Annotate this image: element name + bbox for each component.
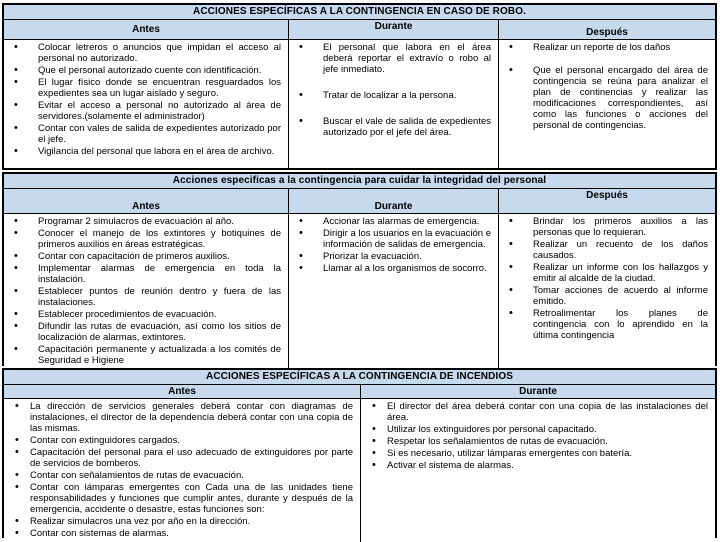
- header-cell-durante: Durante: [519, 386, 557, 397]
- integridad-durante-cell: [289, 214, 499, 381]
- list-item: • Accionar las alarmas de emergencia.: [289, 216, 498, 227]
- list-item: • Dirigir a los usuarios en la evacuación e información de salidas de emergencia.: [289, 228, 498, 250]
- list-item: • Contar con vales de salida de expedientes autorizado por el jefe.: [4, 123, 288, 145]
- list-item: • Contar con sistemas de alarmas.: [4, 528, 360, 539]
- list-item: • El lugar físico donde se encuentran resguardados los expedientes sea un lugar aislado y seguro.: [4, 77, 288, 99]
- list-item: • Establecer procedimientos de evacuación.: [4, 309, 288, 320]
- header-cell-antes: Antes: [4, 385, 361, 398]
- list-item: • Que el personal autorizado cuente con identificación.: [4, 65, 288, 76]
- list-item: • Capacitación del personal para el uso adecuado de extinguidores por parte de servicios de bomberos.: [4, 447, 360, 469]
- integridad-despues-cell: [499, 214, 715, 381]
- list-item: • Buscar el vale de salida de expedientes autorizado por el jefe del área.: [289, 116, 498, 138]
- table-integridad-header-row: [4, 189, 715, 214]
- list-item: • Conocer el manejo de los extintores y botiquines de primeros auxilios en áreas estratégicas.: [4, 228, 288, 250]
- table-robo: [2, 3, 717, 170]
- list-item: • Tomar acciones de acuerdo al informe emitido.: [499, 285, 715, 307]
- robo-despues-list: [499, 42, 715, 131]
- robo-antes-cell: [4, 40, 289, 168]
- table-robo-body: [4, 40, 715, 168]
- list-item: • El director del área deberá contar con una copia de las instalaciones del área.: [361, 401, 715, 423]
- list-item: • Contar con señalamientos de rutas de evacuación.: [4, 470, 360, 481]
- header-cell-antes: Antes: [4, 189, 289, 213]
- list-item: • Activar el sistema de alarmas.: [361, 460, 715, 471]
- list-item: • Respetar los señalamientos de rutas de evacuación.: [361, 436, 715, 447]
- list-item: • Brindar los primeros auxilios a las personas que lo requieran.: [499, 216, 715, 238]
- list-item: • Que el personal encargado del área de contingencia se reúna para analizar el plan de continencias y realizar las modificaciones correspondientes, así como las funciones o acciones del personal de contingencias.: [499, 65, 715, 131]
- header-cell-durante: Durante: [289, 189, 499, 213]
- integridad-despues-list: [499, 216, 715, 341]
- table-robo-header-row: [4, 20, 715, 40]
- integridad-antes-list: [4, 216, 288, 378]
- integridad-antes-cell: [4, 214, 289, 381]
- robo-antes-list: [4, 42, 288, 157]
- table-integridad: [2, 172, 717, 366]
- list-item: • Contar con capacitación de primeros auxilios.: [4, 251, 288, 262]
- list-item: • Utilizar los extinguidores por personal capacitado.: [361, 424, 715, 435]
- list-item: • Evitar el acceso a personal no autorizado al área de servidores.(solamente el administrador): [4, 100, 288, 122]
- list-item: • Implementar alarmas de emergencia en toda la instalación.: [4, 263, 288, 285]
- list-item: • Colocar letreros o anuncios que impidan el acceso al personal no autorizado.: [4, 42, 288, 64]
- incendios-antes-list: [4, 401, 360, 539]
- integridad-durante-list: [289, 216, 498, 274]
- incendios-durante-list: [361, 401, 715, 471]
- list-item: • Retroalimentar los planes de contingencia con lo aprendido en la última contingencia: [499, 308, 715, 341]
- list-item: • Programar 2 simulacros de evacuación al año.: [4, 216, 288, 227]
- list-item: • Si es necesario, utilizar lámparas emergentes con batería.: [361, 448, 715, 459]
- list-item: • Contar con lámparas emergentes con Cada una de las unidades tiene responsabilidades y funciones que cumplir antes, durante y después de la emergencia, accidente o desastre, estas funciones son:: [4, 482, 360, 515]
- incendios-antes-cell: [4, 399, 361, 542]
- robo-despues-cell: [499, 40, 715, 168]
- list-item: • Realizar un reporte de los daños: [499, 42, 715, 53]
- incendios-durante-cell: [361, 399, 715, 542]
- list-item: • Capacitación permanente y actualizada a los comités de Seguridad e Higiene: [4, 344, 288, 366]
- list-item: • Realizar un informe con los hallazgos y emitir al alcalde de la ciudad.: [499, 262, 715, 284]
- table-incendios-header-row: [4, 385, 715, 399]
- table-robo-title: ACCIONES ESPECÍFICAS A LA CONTINGENCIA EN CASO DE ROBO.: [4, 5, 715, 20]
- table-integridad-body: [4, 214, 715, 381]
- header-cell-despues: Después: [586, 190, 628, 201]
- table-incendios: [2, 368, 717, 538]
- list-item: • Difundir las rutas de evacuación, así como los sitios de localización de alarmas, extintores.: [4, 321, 288, 343]
- table-incendios-body: [4, 399, 715, 542]
- robo-durante-cell: [289, 40, 499, 168]
- list-item: • Tratar de localizar a la persona.: [289, 90, 498, 101]
- header-cell-antes: Antes: [4, 20, 289, 39]
- list-item: • Establecer puntos de reunión dentro y fuera de las instalaciones.: [4, 286, 288, 308]
- list-item: • El personal que labora en el área deberá reportar el extravío o robo al jefe inmediato.: [289, 42, 498, 75]
- table-incendios-title: ACCIONES ESPECÍFICAS A LA CONTINGENCIA DE INCENDIOS: [4, 370, 715, 385]
- list-item: • Realizar un recuento de los daños causados.: [499, 239, 715, 261]
- list-item: • Contar con extinguidores cargados.: [4, 435, 360, 446]
- list-item: • Llamar al a los organismos de socorro.: [289, 263, 498, 274]
- list-item: • Vigilancia del personal que labora en el área de archivo.: [4, 146, 288, 157]
- robo-durante-list: [289, 42, 498, 138]
- list-item: • La dirección de servicios generales deberá contar con diagramas de instalaciones, el director de la dependencia deberá contar con una copia de las mismas.: [4, 401, 360, 434]
- header-cell-despues: Después: [586, 27, 628, 38]
- header-cell-durante: Durante: [289, 20, 499, 39]
- list-item: • Priorizar la evacuación.: [289, 251, 498, 262]
- list-item: • Realizar simulacros una vez por año en la dirección.: [4, 516, 360, 527]
- table-integridad-title: Acciones especificas a la contingencia para cuidar la integridad del personal: [4, 174, 715, 189]
